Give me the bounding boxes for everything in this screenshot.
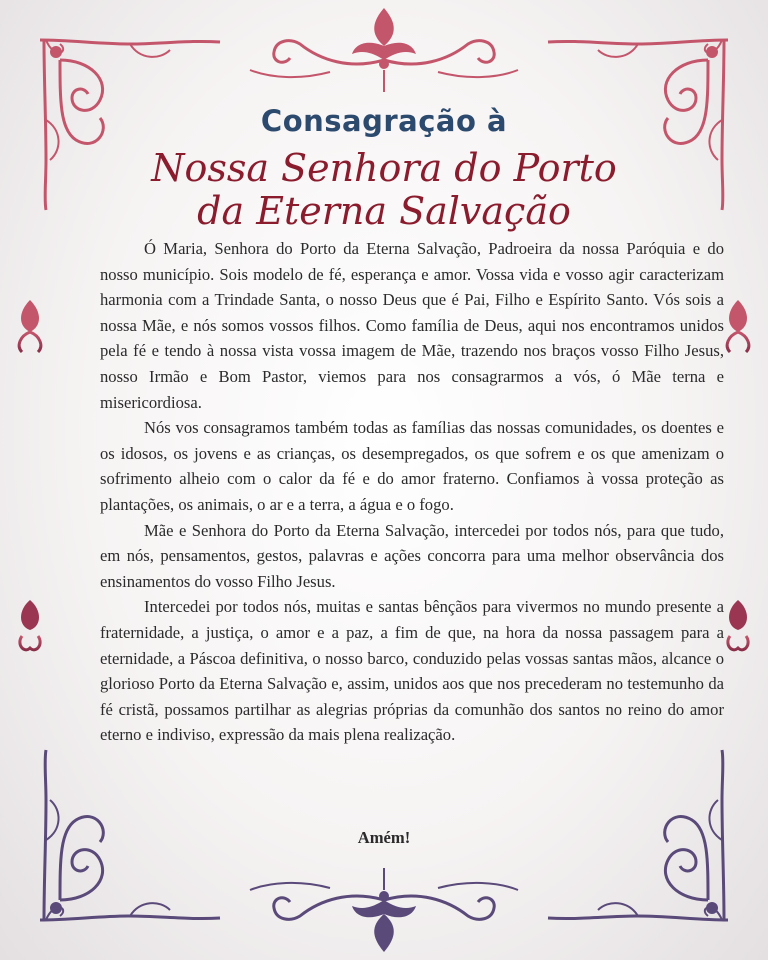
right-side-ornament-icon [727, 300, 749, 650]
paragraph: Nós vos consagramos também todas as famílias das nossas comunidades, os doentes e os idosos, os jovens e as crianças, os desempregados, os que sofrem e os que amenizam o sofrimento alheio com o calor da fé e do amor fraterno. Confiamos à vossa proteção as plantações, os animais, o ar e a terra, a água e o fogo. [100, 418, 724, 514]
title-line-3: da Eterna Salvação [197, 189, 571, 233]
left-side-ornament-icon [19, 300, 41, 650]
closing-amen: Amém! [357, 828, 411, 847]
prayer-body [100, 236, 724, 748]
title-line-2: Nossa Senhora do Porto [151, 146, 617, 190]
paragraph: Mãe e Senhora do Porto da Eterna Salvação, intercedei por todos nós, para que tudo, em nós, pensamentos, gestos, palavras e ações concorra para uma melhor observância dos ensinamentos do vosso Filho Jesus. [100, 520, 724, 591]
title-line-1: Consagração à [260, 104, 508, 138]
paragraph: Ó Maria, Senhora do Porto da Eterna Salvação, Padroeira da nossa Paróquia e do nosso município. Sois modelo de fé, esperança e amor. Vossa vida e vosso agir caracterizam harmonia com a Trindade Santa, o nosso Deus que é Pai, Filho e Espírito Santo. Vós sois a nossa Mãe, e nós somos vossos filhos. Como família de Deus, aqui nos encontramos unidos pela fé e tendo à nossa vista vossa imagem de Mãe, trazendo nos braços vosso Filho Jesus, nosso Irmão e Bom Pastor, viemos para nos consagrarmos a vós, ó Mãe terna e misericordiosa. [100, 239, 724, 412]
top-center-fleur-icon [250, 8, 518, 92]
bottom-center-fleur-icon [250, 868, 518, 952]
paragraph: Intercedei por todos nós, muitas e santas bênçãos para vivermos no mundo presente a fraternidade, a justiça, o amor e a paz, a fim de que, na hora da nossa passagem para a eternidade, a Páscoa definitiva, o nosso barco, conduzido pelas vossas santas mãos, alcance o glorioso Porto da Eterna Salvação e, assim, unidos aos que nos precederam no testemunho da fé cristã, possamos partilhar as alegrias próprias da comunhão dos santos no reino do amor eterno e indiviso, expressão da mais plena realização. [100, 597, 724, 745]
